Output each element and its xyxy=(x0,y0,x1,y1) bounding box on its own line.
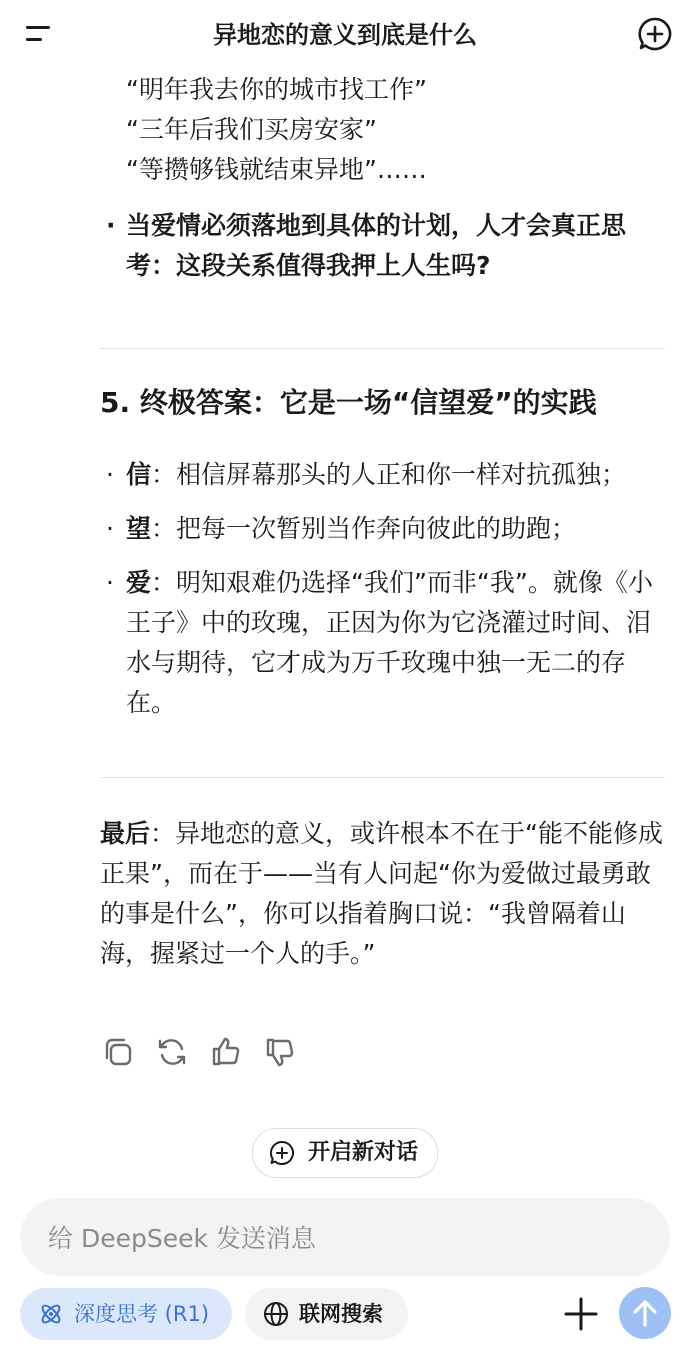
faith-label: 信 xyxy=(126,460,152,489)
hope-text: ：把每一次暂别当作奔向彼此的助跑； xyxy=(151,514,577,543)
new-dialog-button[interactable] xyxy=(252,1128,438,1178)
list-item xyxy=(100,509,670,549)
list-item xyxy=(100,206,670,286)
divider xyxy=(100,777,665,778)
assistant-message xyxy=(100,68,670,974)
closing-paragraph xyxy=(100,814,670,974)
deep-think-toggle[interactable] xyxy=(20,1288,232,1340)
send-button[interactable] xyxy=(619,1287,671,1339)
love-text: ：明知艰难仍选择“我们”而非“我”。就像《小王子》中的玫瑰，正因为你为它浇灌过时间、泪水与期待，它才成为万千玫瑰中独一无二的存在。 xyxy=(126,568,653,717)
list-item xyxy=(100,563,670,723)
divider xyxy=(100,348,665,349)
bullet-dot: · xyxy=(106,460,114,489)
thumbs-down-icon[interactable] xyxy=(262,1034,298,1070)
new-chat-icon[interactable] xyxy=(636,15,674,53)
message-input[interactable] xyxy=(46,1218,650,1258)
section-heading: 5. 终极答案：它是一场“信望爱”的实践 xyxy=(100,386,597,419)
hope-label: 望 xyxy=(126,514,152,543)
atom-icon xyxy=(38,1301,64,1327)
deep-think-label: 深度思考 (R1) xyxy=(74,1302,210,1326)
quote-line: “等攒够钱就结束异地”…… xyxy=(126,155,427,184)
web-search-label: 联网搜索 xyxy=(299,1302,383,1326)
globe-icon xyxy=(263,1301,289,1327)
quote-line: “三年后我们买房安家” xyxy=(126,115,377,144)
web-search-toggle[interactable] xyxy=(245,1288,408,1340)
bullet-dot: · xyxy=(106,568,114,597)
bullet-dot: · xyxy=(106,211,116,240)
list-item xyxy=(100,455,670,495)
thumbs-up-icon[interactable] xyxy=(208,1034,244,1070)
faith-text: ：相信屏幕那头的人正和你一样对抗孤独； xyxy=(151,460,627,489)
final-label: 最后 xyxy=(100,819,151,848)
copy-icon[interactable] xyxy=(100,1034,136,1070)
bullet-dot: · xyxy=(106,514,114,543)
attach-plus-icon[interactable] xyxy=(560,1293,602,1335)
final-text: ：异地恋的意义，或许根本不在于“能不能修成正果”，而在于——当有人问起“你为爱做过最勇敢的事是什么”，你可以指着胸口说：“我曾隔着山海，握紧过一个人的手。” xyxy=(100,819,663,968)
quote-list xyxy=(100,70,670,190)
arrow-up-icon xyxy=(619,1287,671,1339)
new-dialog-label: 开启新对话 xyxy=(308,1140,419,1165)
header-bar xyxy=(0,0,690,70)
regenerate-icon[interactable] xyxy=(154,1034,190,1070)
page-title: 异地恋的意义到底是什么 xyxy=(213,21,477,49)
new-chat-icon xyxy=(269,1140,295,1166)
message-composer xyxy=(20,1198,670,1276)
love-label: 爱 xyxy=(126,568,152,597)
plan-bullet-text: 当爱情必须落地到具体的计划，人才会真正思考：这段关系值得我押上人生吗? xyxy=(126,211,627,280)
quote-line: “明年我去你的城市找工作” xyxy=(126,75,427,104)
